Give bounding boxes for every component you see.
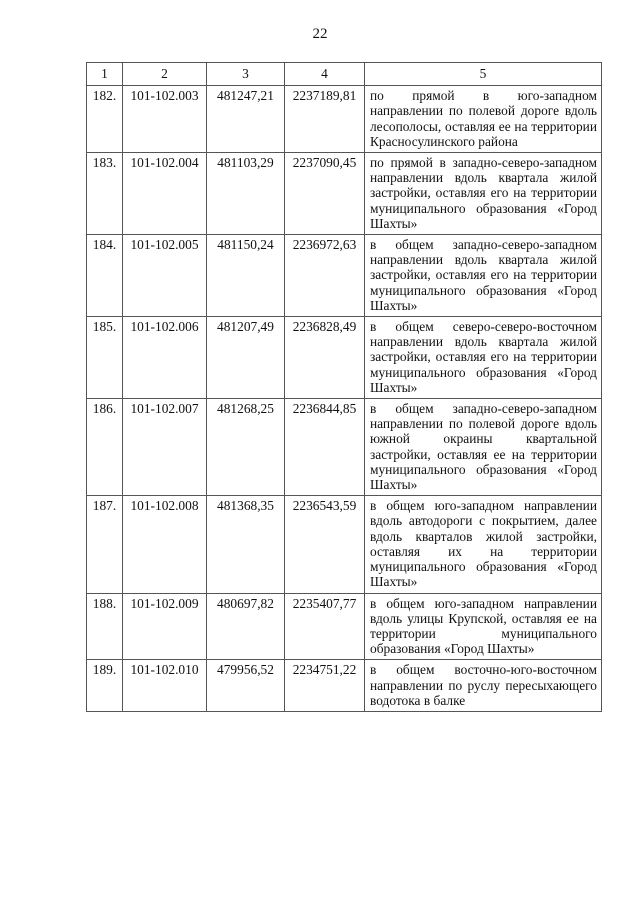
coord-y: 2237189,81: [285, 86, 365, 153]
point-code: 101-102.010: [123, 660, 207, 712]
coord-x: 481103,29: [207, 153, 285, 235]
point-code: 101-102.008: [123, 496, 207, 593]
table-row: [87, 153, 602, 235]
coord-y: 2236972,63: [285, 235, 365, 317]
row-number: 182.: [87, 86, 123, 153]
coord-x: 481207,49: [207, 317, 285, 399]
point-code: 101-102.007: [123, 399, 207, 496]
table-row: [87, 593, 602, 660]
row-number: 188.: [87, 593, 123, 660]
coord-x: 481268,25: [207, 399, 285, 496]
table-row: [87, 235, 602, 317]
boundary-description: в общем западно-северо-западном направлении вдоль квартала жилой застройки, оставляя его на территории муниципального образования «Город Шахты»: [365, 235, 602, 317]
row-number: 183.: [87, 153, 123, 235]
boundary-description: по прямой в юго-западном направлении по полевой дороге вдоль лесополосы, оставляя ее на территории Красносулинского района: [365, 86, 602, 153]
table-row: [87, 317, 602, 399]
row-number: 185.: [87, 317, 123, 399]
point-code: 101-102.005: [123, 235, 207, 317]
point-code: 101-102.004: [123, 153, 207, 235]
boundary-description: в общем северо-северо-восточном направлении вдоль квартала жилой застройки, оставляя его на территории муниципального образования «Город Шахты»: [365, 317, 602, 399]
boundary-table: [86, 62, 602, 712]
coord-y: 2235407,77: [285, 593, 365, 660]
boundary-description: в общем восточно-юго-восточном направлении по руслу пересыхающего водотока в балке: [365, 660, 602, 712]
header-col-2: 2: [123, 63, 207, 86]
header-col-5: 5: [365, 63, 602, 86]
row-number: 186.: [87, 399, 123, 496]
boundary-description: по прямой в западно-северо-западном направлении вдоль квартала жилой застройки, оставляя его на территории муниципального образования «Город Шахты»: [365, 153, 602, 235]
header-col-1: 1: [87, 63, 123, 86]
coord-y: 2236828,49: [285, 317, 365, 399]
boundary-description: в общем юго-западном направлении вдоль автодороги с покрытием, далее вдоль кварталов жилой застройки, оставляя их на территории муниципального образования «Город Шахты»: [365, 496, 602, 593]
coord-x: 480697,82: [207, 593, 285, 660]
table-row: [87, 496, 602, 593]
point-code: 101-102.006: [123, 317, 207, 399]
table-row: [87, 86, 602, 153]
coord-x: 481150,24: [207, 235, 285, 317]
coord-y: 2236543,59: [285, 496, 365, 593]
point-code: 101-102.003: [123, 86, 207, 153]
header-col-3: 3: [207, 63, 285, 86]
row-number: 189.: [87, 660, 123, 712]
row-number: 184.: [87, 235, 123, 317]
boundary-description: в общем западно-северо-западном направлении по полевой дороге вдоль южной окраины квартальной застройки, оставляя ее на территории муниципального образования «Город Шахты»: [365, 399, 602, 496]
page-number: 22: [312, 26, 328, 42]
coord-y: 2237090,45: [285, 153, 365, 235]
coord-x: 481247,21: [207, 86, 285, 153]
coord-x: 479956,52: [207, 660, 285, 712]
table-row: [87, 660, 602, 712]
table-row: [87, 399, 602, 496]
coord-y: 2234751,22: [285, 660, 365, 712]
boundary-description: в общем юго-западном направлении вдоль улицы Крупской, оставляя ее на территории муниципального образования «Город Шахты»: [365, 593, 602, 660]
coord-y: 2236844,85: [285, 399, 365, 496]
header-col-4: 4: [285, 63, 365, 86]
point-code: 101-102.009: [123, 593, 207, 660]
table-header-row: [87, 63, 602, 86]
row-number: 187.: [87, 496, 123, 593]
coord-x: 481368,35: [207, 496, 285, 593]
